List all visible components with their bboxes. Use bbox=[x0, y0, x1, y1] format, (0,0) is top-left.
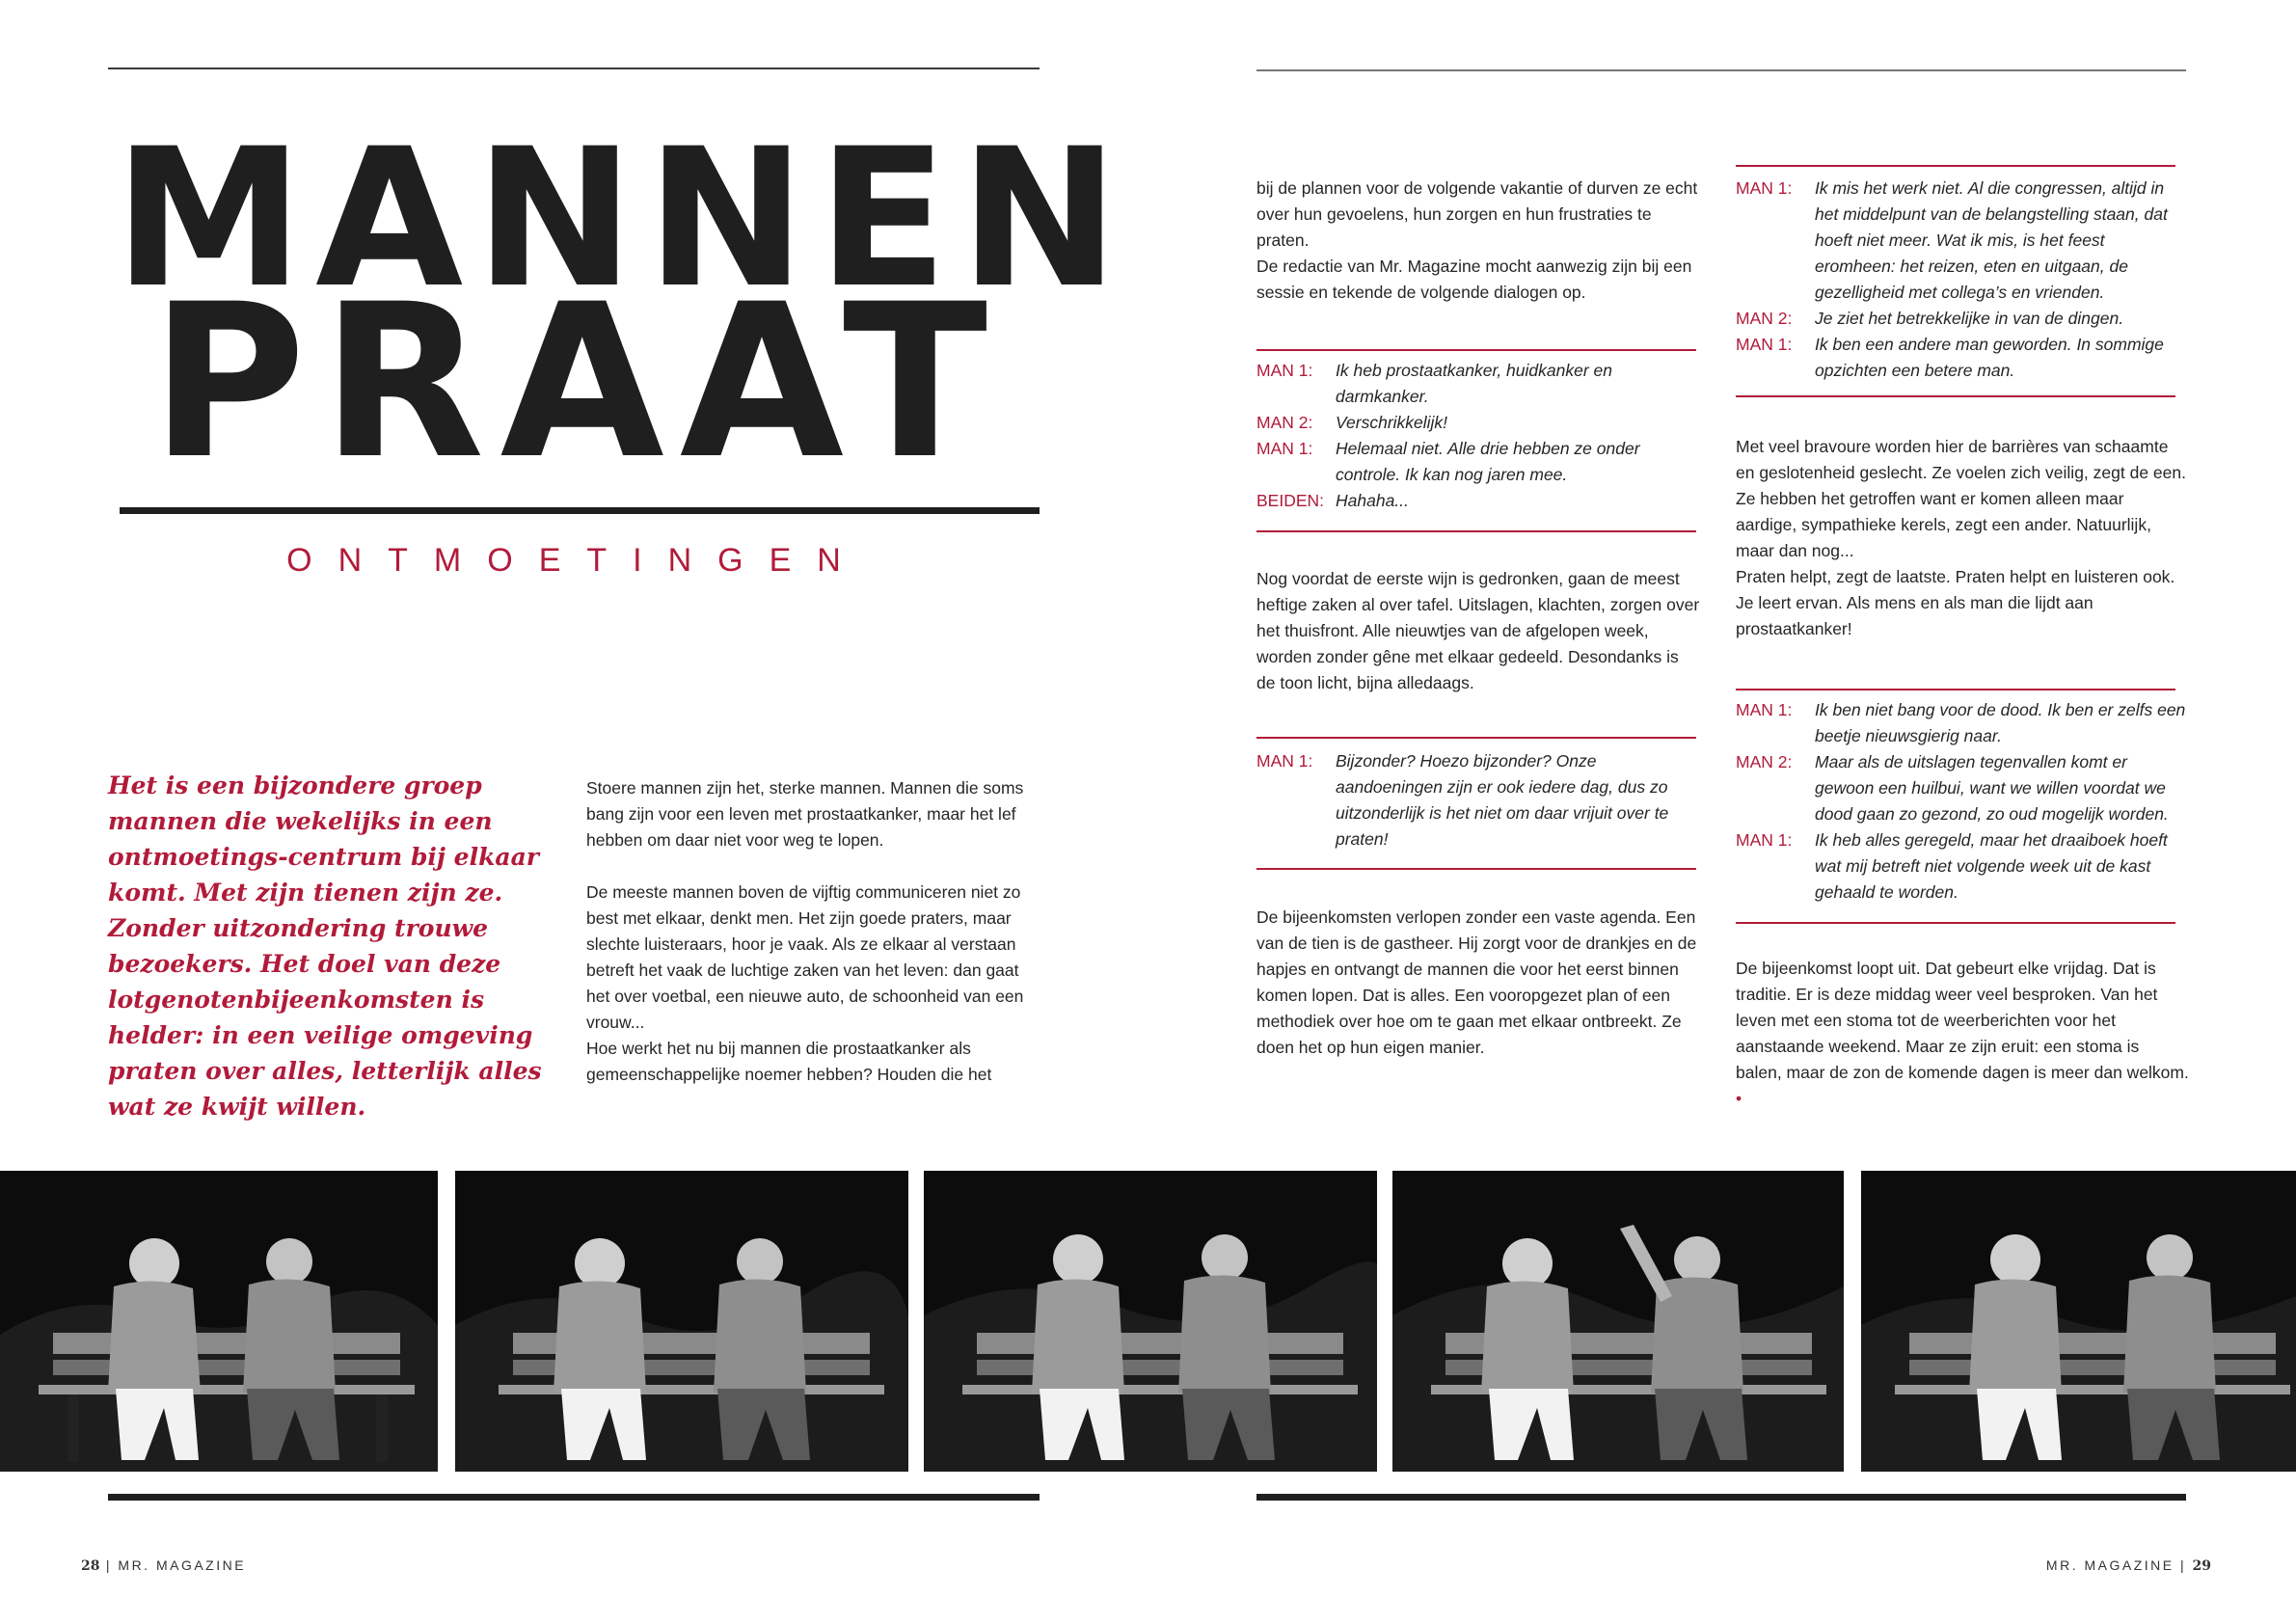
top-rule-right bbox=[1256, 69, 2186, 71]
dialog-speaker: MAN 2: bbox=[1736, 309, 1793, 328]
dialog-text: Hahaha... bbox=[1336, 491, 1409, 510]
dialog-line bbox=[1256, 488, 1700, 514]
dialog-rule bbox=[1256, 349, 1696, 351]
col3-paragraph-block bbox=[1736, 434, 2187, 668]
page-number-right: 29 bbox=[2192, 1558, 2211, 1574]
footer-separator: | bbox=[2179, 1557, 2187, 1573]
col3-paragraph-3-text: De bijeenkomst loopt uit. Dat gebeurt elke vrijdag. Dat is traditie. Er is deze middag weer veel besproken. Van het leven met een stoma tot de weerberichten voor het aanstaande weekend. Maar ze zijn eruit: een stoma is balen, maar de zon de komende dagen is meer dan welkom. bbox=[1736, 959, 2189, 1082]
photo-3 bbox=[924, 1171, 1377, 1472]
dialog-speaker: MAN 1: bbox=[1256, 751, 1313, 771]
col1-paragraph-2: De meeste mannen boven de vijftig communiceren niet zo best met elkaar, denkt men. Het zijn goede praters, maar slechte luisteraars, hoor je vaak. Als ze elkaar al verstaan betreft het vaak de luchtige zaken van het leven: dan gaat het over voetbal, een nieuwe auto, de schoonheid van een vrouw... bbox=[586, 882, 1024, 1032]
col2-paragraph-2: Nog voordat de eerste wijn is gedronken, gaan de meest heftige zaken al over tafel. Uitslagen, klachten, zorgen over het thuisfront. Alle nieuwtjes van de afgelopen week, worden zonder gêne met elkaar gedeeld. Desondanks is de toon licht, bijna alledaags. bbox=[1256, 569, 1700, 692]
col1-paragraph-3: Hoe werkt het nu bij mannen die prostaatkanker als gemeenschappelijke noemer hebben? Houden die het bbox=[586, 1039, 992, 1084]
dialog-text: Ik mis het werk niet. Al die congressen, altijd in het middelpunt van de belangstelling staan, dat hoeft niet meer. Wat ik mis, is het feest eromheen: het reizen, eten en uitgaan, de gezelligheid met collega’s en vrienden. bbox=[1815, 178, 2168, 302]
col1-paragraph-1: Stoere mannen zijn het, sterke mannen. Mannen die soms bang zijn voor een leven met prostaatkanker, maar het lef hebben om daar niet voor weg te lopen. bbox=[586, 778, 1024, 850]
col2-intro-paragraph-2: De redactie van Mr. Magazine mocht aanwezig zijn bij een sessie en tekende de volgende dialogen op. bbox=[1256, 257, 1692, 302]
dialog-line bbox=[1256, 436, 1700, 488]
page-number-left: 28 bbox=[81, 1558, 100, 1574]
dialog-block-2 bbox=[1256, 748, 1700, 853]
col2-paragraph-3: De bijeenkomsten verlopen zonder een vaste agenda. Een van de tien is de gastheer. Hij zorgt voor de drankjes en de hapjes en ontvangt de mannen die voor het eerst binnen komen lopen. Dat is alles. Een vooropgezet plan of een methodiek over hoe om te gaan met elkaar ontbreekt. Ze doen het op hun eigen manier. bbox=[1256, 907, 1697, 1057]
dialog-speaker: MAN 2: bbox=[1736, 752, 1793, 771]
body-column-1 bbox=[586, 775, 1034, 1114]
dialog-speaker: MAN 2: bbox=[1256, 413, 1313, 432]
bottom-rule-right bbox=[1256, 1494, 2186, 1501]
photo-men-on-bench bbox=[455, 1171, 908, 1472]
col2-intro bbox=[1256, 176, 1702, 306]
dialog-text: Ik ben een andere man geworden. In sommige opzichten een betere man. bbox=[1815, 335, 2164, 380]
title-underline bbox=[120, 507, 1040, 514]
dialog-rule bbox=[1736, 689, 2175, 690]
photo-men-on-bench bbox=[0, 1171, 438, 1472]
dialog-speaker: MAN 1: bbox=[1736, 700, 1793, 719]
photo-1 bbox=[0, 1171, 438, 1472]
dialog-line bbox=[1256, 358, 1700, 410]
dialog-line bbox=[1736, 332, 2189, 384]
title-line-1: MANNEN bbox=[114, 107, 1131, 330]
photo-men-on-bench bbox=[1861, 1171, 2296, 1472]
dialog-line bbox=[1736, 749, 2189, 827]
col2-intro-paragraph: bij de plannen voor de volgende vakantie of durven ze echt over hun gevoelens, hun zorgen en hun frustraties te praten. bbox=[1256, 178, 1698, 250]
dialog-rule bbox=[1736, 395, 2175, 397]
dialog-rule bbox=[1736, 922, 2175, 924]
dialog-speaker: BEIDEN: bbox=[1256, 491, 1325, 510]
top-rule-left bbox=[108, 68, 1040, 69]
col3-paragraph-3 bbox=[1736, 956, 2189, 1112]
dialog-text: Bijzonder? Hoezo bijzonder? Onze aandoeningen zijn er ook iedere dag, dus zo uitzonderlijk is het niet om daar vrijuit over te praten! bbox=[1336, 751, 1669, 849]
footer-separator: | bbox=[105, 1557, 113, 1573]
dialog-text: Ik heb prostaatkanker, huidkanker en darmkanker. bbox=[1336, 361, 1612, 406]
dialog-block-1 bbox=[1256, 358, 1700, 514]
dialog-speaker: MAN 1: bbox=[1256, 361, 1313, 380]
col2-paragraph-3-block bbox=[1256, 905, 1702, 1087]
dialog-line bbox=[1256, 410, 1700, 436]
col3-paragraph-3-block bbox=[1736, 956, 2189, 1138]
section-kicker: ONTMOETINGEN bbox=[286, 542, 867, 579]
bottom-rule-left bbox=[108, 1494, 1040, 1501]
title-line-2: PRAAT bbox=[149, 258, 1004, 505]
photo-men-on-bench bbox=[1392, 1171, 1844, 1472]
dialog-text: Verschrikkelijk! bbox=[1336, 413, 1448, 432]
dialog-block-4 bbox=[1736, 697, 2189, 906]
dialog-rule bbox=[1736, 165, 2175, 167]
dialog-speaker: MAN 1: bbox=[1736, 830, 1793, 850]
photo-4 bbox=[1392, 1171, 1844, 1472]
dialog-line bbox=[1736, 176, 2189, 306]
dialog-text: Maar als de uitslagen tegenvallen komt er gewoon een huilbui, want we willen voordat we dood gaan zo gezond, zo oud mogelijk worden. bbox=[1815, 752, 2169, 824]
dialog-line bbox=[1736, 306, 2189, 332]
dialog-line bbox=[1256, 748, 1700, 853]
col3-paragraph-1: Met veel bravoure worden hier de barrières van schaamte en geslotenheid geslecht. Ze voelen zich veilig, zegt de een. Ze hebben het getroffen want er komen alleen maar aardige, sympathieke kerels, zegt een ander. Natuurlijk, maar dan nog... bbox=[1736, 437, 2186, 560]
footer-right bbox=[2046, 1557, 2211, 1574]
dialog-speaker: MAN 1: bbox=[1256, 439, 1313, 458]
end-mark: • bbox=[1736, 1089, 1742, 1108]
dialog-rule bbox=[1256, 868, 1696, 870]
dialog-text: Ik heb alles geregeld, maar het draaiboek hoeft wat mij betreft niet volgende week uit de kast gehaald te worden. bbox=[1815, 830, 2168, 902]
col2-paragraph-2-block bbox=[1256, 566, 1702, 722]
col3-paragraph-2: Praten helpt, zegt de laatste. Praten helpt en luisteren ook. Je leert ervan. Als mens en als man die lijdt aan prostaatkanker! bbox=[1736, 567, 2175, 638]
dialog-rule bbox=[1256, 737, 1696, 739]
lead-paragraph: Het is een bijzondere groep mannen die wekelijks in een ontmoetings-centrum bij elkaar komt. Met zijn tienen zijn ze. Zonder uitzondering trouwe bezoekers. Het doel van deze lotgenotenbijeenkomsten is helder: in een veilige omgeving praten over alles, letterlijk alles wat ze kwijt willen. bbox=[108, 771, 542, 1121]
dialog-rule bbox=[1256, 530, 1696, 532]
footer-left bbox=[81, 1557, 246, 1574]
photo-5 bbox=[1861, 1171, 2296, 1472]
dialog-text: Helemaal niet. Alle drie hebben ze onder controle. Ik kan nog jaren mee. bbox=[1336, 439, 1640, 484]
photo-men-on-bench bbox=[924, 1171, 1377, 1472]
dialog-text: Ik ben niet bang voor de dood. Ik ben er zelfs een beetje nieuwsgierig naar. bbox=[1815, 700, 2186, 745]
dialog-text: Je ziet het betrekkelijke in van de dingen. bbox=[1815, 309, 2124, 328]
dialog-speaker: MAN 1: bbox=[1736, 335, 1793, 354]
footer-magazine-left: MR. MAGAZINE bbox=[118, 1557, 247, 1573]
dialog-block-3 bbox=[1736, 176, 2189, 384]
footer-magazine-right: MR. MAGAZINE bbox=[2045, 1557, 2174, 1573]
dialog-line bbox=[1736, 697, 2189, 749]
dialog-line bbox=[1736, 827, 2189, 906]
photo-2 bbox=[455, 1171, 908, 1472]
dialog-speaker: MAN 1: bbox=[1736, 178, 1793, 198]
